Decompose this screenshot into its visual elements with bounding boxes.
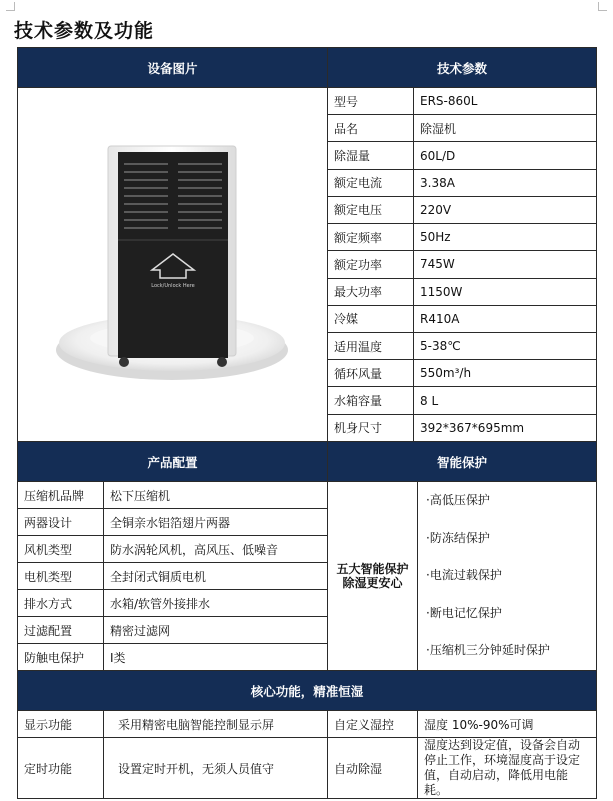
param-value: 3.38A (414, 169, 597, 196)
config-name: 电机类型 (18, 563, 104, 590)
param-name: 循环风量 (328, 360, 414, 387)
protect-item: ·压缩机三分钟延时保护 (426, 643, 550, 658)
protect-item: ·断电记忆保护 (426, 605, 502, 620)
page-title: 技术参数及功能 (14, 20, 155, 42)
protect-title-line1: 五大智能保护 (336, 562, 409, 576)
param-name: 额定电流 (328, 169, 414, 196)
param-value: 220V (414, 196, 597, 223)
config-value: 松下压缩机 (104, 482, 328, 509)
param-value: R410A (414, 305, 597, 332)
config-name: 排水方式 (18, 590, 104, 617)
config-value: 全封闭式铜质电机 (104, 563, 328, 590)
param-value: 1150W (414, 278, 597, 305)
device-front-panel (118, 152, 228, 358)
protect-item: ·防冻结保护 (426, 530, 490, 545)
param-name: 最大功率 (328, 278, 414, 305)
lock-label: Lock/Unlock Here (151, 283, 195, 289)
config-value: 水箱/软管外接排水 (104, 590, 328, 617)
protect-header: 智能保护 (328, 442, 597, 482)
param-name: 额定功率 (328, 251, 414, 278)
param-name: 冷媒 (328, 305, 414, 332)
wheel-left (119, 357, 129, 367)
wheel-right (217, 357, 227, 367)
param-value: 60L/D (414, 142, 597, 169)
config-name: 防触电保护 (18, 644, 104, 671)
config-value: 防水涡轮风机，高风压、低噪音 (104, 536, 328, 563)
core-name: 显示功能 (18, 711, 104, 738)
core-value2: 湿度达到设定值，设备会自动停止工作，环境湿度高于设定值，自动启动，降低用电能耗。 (418, 738, 597, 799)
param-name: 型号 (328, 88, 414, 115)
core-name2: 自动除湿 (328, 738, 418, 799)
spec-sheet (17, 47, 596, 799)
protect-title-line2: 除湿更安心 (342, 576, 403, 590)
core-value: 设置定时开机，无须人员值守 (104, 738, 328, 799)
spec-table (17, 47, 597, 442)
corner-mark-left (6, 2, 15, 11)
param-name: 机身尺寸 (328, 414, 414, 441)
protect-item: ·高低压保护 (426, 493, 490, 508)
params-header: 技术参数 (328, 48, 597, 88)
param-value: 745W (414, 251, 597, 278)
core-name: 定时功能 (18, 738, 104, 799)
core-header: 核心功能，精准恒湿 (18, 671, 597, 711)
corner-mark-right (598, 2, 607, 11)
param-name: 品名 (328, 115, 414, 142)
config-value: Ⅰ类 (104, 644, 328, 671)
param-name: 额定电压 (328, 196, 414, 223)
param-value: 392*367*695mm (414, 414, 597, 441)
param-value: 除湿机 (414, 115, 597, 142)
config-name: 过滤配置 (18, 617, 104, 644)
image-header: 设备图片 (18, 48, 328, 88)
param-name: 除湿量 (328, 142, 414, 169)
core-name2: 自定义湿控 (328, 711, 418, 738)
dehumidifier-image (18, 88, 326, 438)
param-name: 适用温度 (328, 332, 414, 359)
core-table (17, 670, 597, 799)
config-value: 精密过滤网 (104, 617, 328, 644)
protect-title (328, 482, 418, 671)
config-name: 压缩机品牌 (18, 482, 104, 509)
core-value2: 湿度 10%-90%可调 (418, 711, 597, 738)
core-value: 采用精密电脑智能控制显示屏 (104, 711, 328, 738)
param-value: 550m³/h (414, 360, 597, 387)
config-name: 风机类型 (18, 536, 104, 563)
param-value: 8 L (414, 387, 597, 414)
param-value: ERS-860L (414, 88, 597, 115)
device-image-cell (18, 88, 328, 442)
config-name: 两器设计 (18, 509, 104, 536)
protect-list (418, 482, 597, 671)
protect-item: ·电流过载保护 (426, 568, 502, 583)
config-table (17, 441, 597, 671)
param-value: 5-38℃ (414, 332, 597, 359)
param-name: 额定频率 (328, 224, 414, 251)
param-name: 水箱容量 (328, 387, 414, 414)
config-header: 产品配置 (18, 442, 328, 482)
param-value: 50Hz (414, 224, 597, 251)
config-value: 全铜亲水铝箔翅片两器 (104, 509, 328, 536)
